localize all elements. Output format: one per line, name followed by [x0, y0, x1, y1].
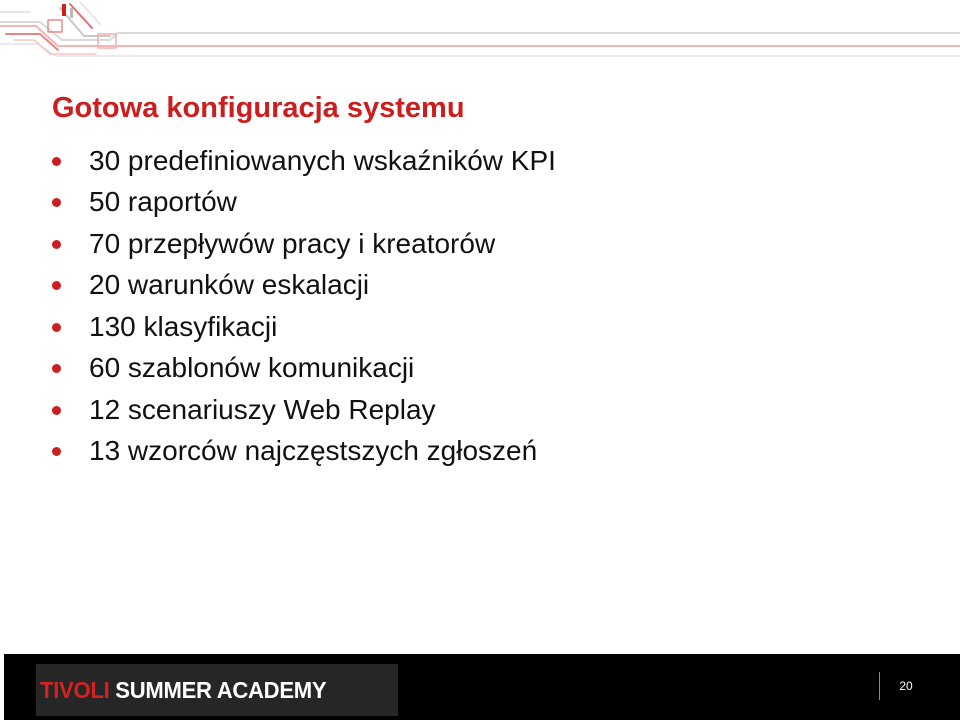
list-item-text: 30 predefiniowanych wskaźników KPI — [89, 144, 556, 176]
bullet-dot-icon — [52, 447, 61, 456]
header-decoration — [0, 0, 960, 66]
list-item-text: 130 klasyfikacji — [89, 310, 278, 342]
bullet-dot-icon — [52, 198, 61, 207]
footer-divider — [879, 672, 880, 700]
list-item-text: 50 raportów — [89, 186, 237, 218]
list-item-text: 13 wzorców najczęstszych zgłoszeń — [89, 435, 538, 467]
logo-summer-academy: SUMMER ACADEMY — [115, 676, 327, 703]
list-item-text: 70 przepływów pracy i kreatorów — [89, 227, 496, 259]
list-item-text: 60 szablonów komunikacji — [89, 352, 415, 384]
list-item-text: 12 scenariuszy Web Replay — [89, 393, 436, 425]
page-number: 20 — [899, 679, 913, 693]
list-item-text: 20 warunków eskalacji — [89, 269, 370, 301]
logo-text — [40, 677, 326, 704]
slide-title: Gotowa konfiguracja systemu — [52, 92, 465, 124]
logo-tivoli: TIVOLI — [40, 676, 110, 703]
bullet-dot-icon — [52, 364, 61, 373]
bullet-dot-icon — [52, 240, 61, 249]
bullet-dot-icon — [52, 281, 61, 290]
bullet-dot-icon — [52, 323, 61, 332]
footer-logo — [36, 664, 398, 716]
footer-bar — [4, 654, 960, 720]
bullet-dot-icon — [52, 406, 61, 415]
bullet-dot-icon — [52, 157, 61, 166]
